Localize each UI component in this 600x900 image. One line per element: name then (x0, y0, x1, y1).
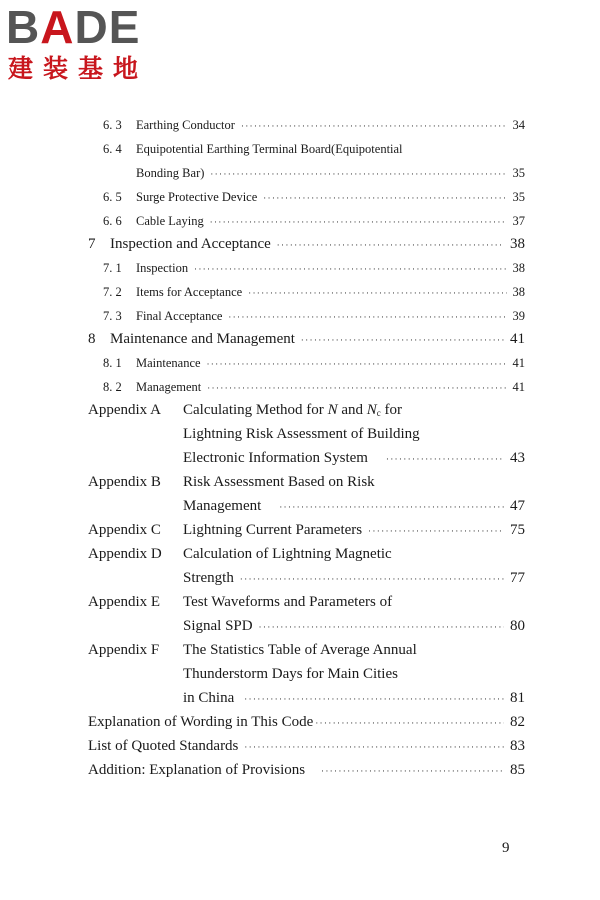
toc-title: Final Acceptance (136, 309, 223, 323)
toc-title: Items for Acceptance (136, 285, 243, 299)
toc-page: 35 (512, 166, 525, 180)
toc-page: 85 (510, 762, 525, 778)
toc-entry-appendix-e-cont[interactable] (183, 618, 525, 635)
toc-page: 34 (512, 118, 525, 132)
dot-leader (210, 218, 507, 228)
toc-page: 39 (512, 309, 525, 323)
toc-page: 38 (510, 236, 525, 252)
toc-page: 77 (510, 570, 525, 586)
toc-entry-appendix-d-cont[interactable] (183, 570, 525, 587)
toc-title: The Statistics Table of Average Annual (183, 642, 417, 658)
toc-page: 43 (510, 450, 525, 466)
toc-page: 41 (512, 380, 525, 394)
toc-page: 38 (512, 261, 525, 275)
toc-entry-appendix-c[interactable] (88, 522, 525, 539)
toc-entry-6-4-cont[interactable] (136, 166, 525, 181)
toc-entry-appendix-f-cont2[interactable] (183, 690, 525, 707)
dot-leader (263, 194, 506, 204)
toc-entry-8-1[interactable]: 8. 1 Maintenance ····· 41 (103, 356, 525, 371)
toc-title: Strength (183, 570, 234, 586)
dot-leader (207, 384, 506, 394)
toc-page: 37 (512, 214, 525, 228)
dot-leader (194, 265, 506, 275)
logo-wordmark: BADE (6, 1, 141, 53)
toc-entry-7-3[interactable]: 7. 3 Final Acceptance ····· 39 (103, 309, 525, 324)
toc-entry-wording[interactable] (88, 714, 525, 731)
toc-page: 75 (510, 522, 525, 538)
toc-title: Calculating Method for N and $N_c$ for (183, 402, 403, 418)
toc-title: Addition: Explanation of Provisions (88, 762, 306, 778)
toc-entry-appendix-a-cont[interactable] (183, 426, 420, 443)
toc-entry-appendix-f[interactable] (88, 642, 417, 659)
toc-title: in China (183, 690, 235, 706)
toc-entry-addition[interactable] (88, 762, 525, 779)
dot-leader (277, 241, 504, 251)
dot-leader (315, 719, 504, 729)
appendix-label: Appendix B (88, 474, 161, 490)
toc-title: Equipotential Earthing Terminal Board(Equipotential (136, 142, 403, 156)
toc-entry-7-1[interactable]: 7. 1 Inspection ····· 38 (103, 261, 525, 276)
toc-entry-8-2[interactable]: 8. 2 Management ····· 41 (103, 380, 525, 395)
toc-entry-appendix-b[interactable] (88, 474, 375, 491)
appendix-label: Appendix C (88, 522, 161, 538)
toc-page: 38 (512, 285, 525, 299)
toc-page: 81 (510, 690, 525, 706)
toc-entry-6-4[interactable]: 6. 4 Equipotential Earthing Terminal Board(Equipotential (103, 142, 403, 156)
dot-leader (244, 695, 504, 705)
toc-title: Thunderstorm Days for Main Cities (183, 666, 398, 682)
toc-entry-6-5[interactable]: 6. 5 Surge Protective Device ····· 35 (103, 190, 525, 205)
toc-title: Earthing Conductor (136, 118, 235, 132)
toc-title: Lightning Risk Assessment of Building (183, 426, 420, 442)
toc-entry-appendix-d[interactable] (88, 546, 392, 563)
toc-title: Risk Assessment Based on Risk (183, 474, 375, 490)
dot-leader (207, 360, 507, 370)
toc-entry-appendix-a-cont2[interactable] (183, 450, 525, 467)
toc-title: Test Waveforms and Parameters of (183, 594, 393, 610)
dot-leader (210, 170, 506, 180)
toc-title: Calculation of Lightning Magnetic (183, 546, 392, 562)
dot-leader (241, 122, 507, 132)
page-number: 9 (502, 840, 510, 856)
dot-leader (228, 313, 506, 323)
toc-title: Surge Protective Device (136, 190, 258, 204)
toc-page: 83 (510, 738, 525, 754)
appendix-label: Appendix F (88, 642, 160, 658)
toc-page: 41 (512, 356, 525, 370)
toc-page: 35 (512, 190, 525, 204)
toc-title: List of Quoted Standards (88, 738, 239, 754)
toc-page: 41 (510, 331, 525, 347)
toc-page: 82 (510, 714, 525, 730)
toc-title: Signal SPD (183, 618, 253, 634)
toc-title: Maintenance and Management (110, 331, 295, 347)
dot-leader (301, 336, 504, 346)
appendix-label: Appendix A (88, 402, 161, 418)
dot-leader (386, 455, 504, 465)
appendix-label: Appendix E (88, 594, 161, 610)
toc-entry-8[interactable]: 8 Maintenance and Management ····· 41 (88, 331, 525, 348)
toc-page: 80 (510, 618, 525, 634)
dot-leader (259, 623, 504, 633)
appendix-label: Appendix D (88, 546, 162, 562)
dot-leader (368, 527, 504, 537)
toc-title: Electronic Information System (183, 450, 368, 466)
toc-title: Cable Laying (136, 214, 204, 228)
toc-entry-7-2[interactable]: 7. 2 Items for Acceptance ····· 38 (103, 285, 525, 300)
toc-title: Inspection and Acceptance (110, 236, 271, 252)
toc-title: Maintenance (136, 356, 201, 370)
toc-entry-7[interactable]: 7 Inspection and Acceptance ····· 38 (88, 236, 525, 253)
dot-leader (244, 743, 504, 753)
dot-leader (321, 767, 504, 777)
toc-entry-appendix-f-cont[interactable] (183, 666, 398, 683)
toc-title: Bonding Bar) (136, 166, 205, 180)
toc-title: Inspection (136, 261, 189, 275)
toc-entry-appendix-a[interactable] (88, 402, 402, 419)
toc-entry-6-3[interactable]: 6. 3 Earthing Conductor ····· 34 (103, 118, 525, 133)
toc-entry-6-6[interactable]: 6. 6 Cable Laying ····· 37 (103, 214, 525, 229)
toc-title: Lightning Current Parameters (183, 522, 363, 538)
logo-chinese-text: 建装基地 (8, 54, 149, 83)
toc-title: Management (136, 380, 202, 394)
toc-entry-appendix-b-cont[interactable] (183, 498, 525, 515)
dot-leader (279, 503, 504, 513)
toc-entry-quoted-standards[interactable] (88, 738, 525, 755)
dot-leader (248, 289, 506, 299)
toc-page: 47 (510, 498, 525, 514)
toc-title: Management (183, 498, 262, 514)
dot-leader (240, 575, 504, 585)
toc-title: Explanation of Wording in This Code (88, 714, 314, 730)
toc-entry-appendix-e[interactable] (88, 594, 392, 611)
